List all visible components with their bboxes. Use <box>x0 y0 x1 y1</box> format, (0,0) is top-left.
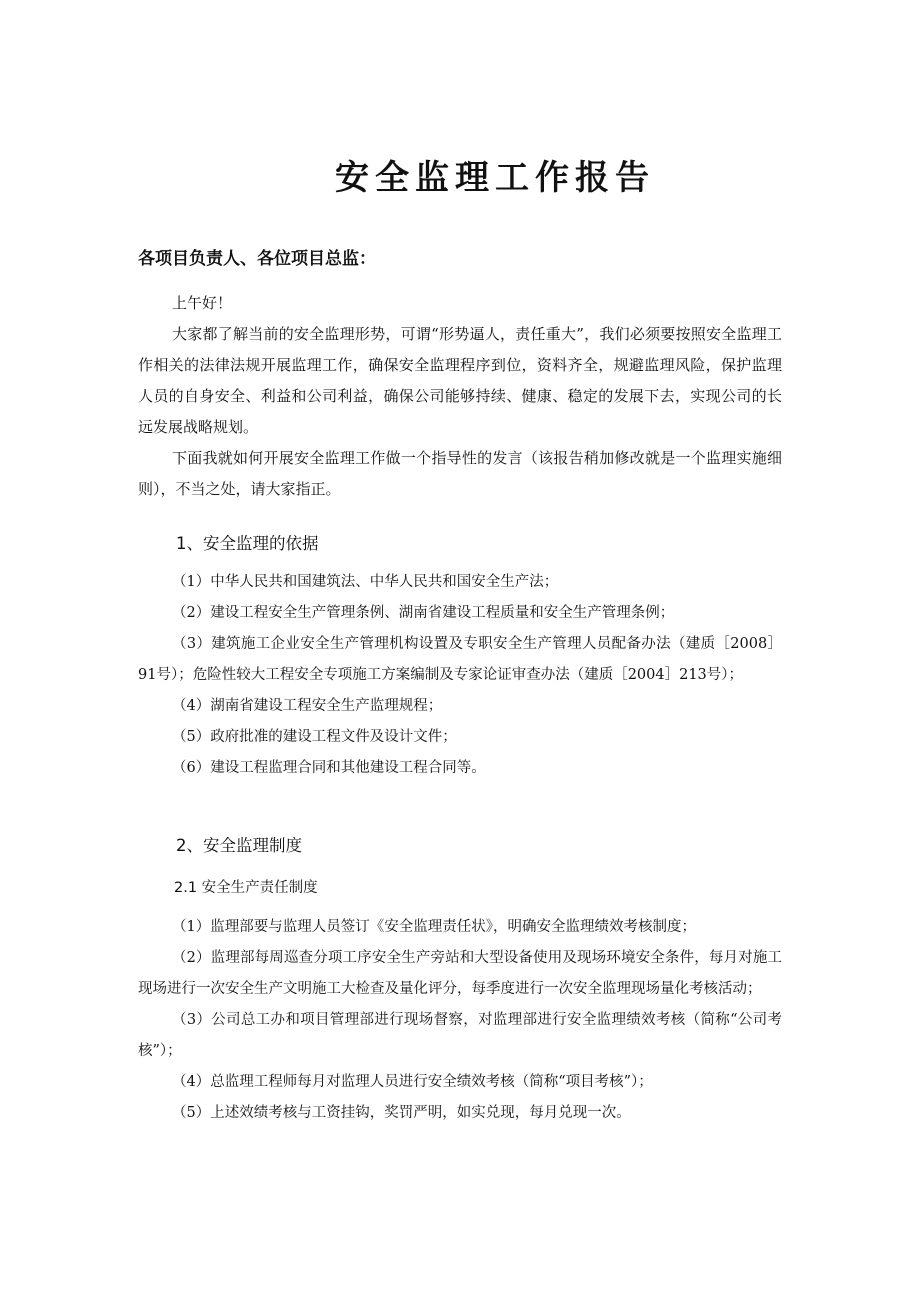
list-item: （2）建设工程安全生产管理条例、湖南省建设工程质量和安全生产管理条例； <box>172 605 675 621</box>
document-title: 安全监理工作报告 <box>335 158 655 198</box>
list-item: （5）上述效绩考核与工资挂钩，奖罚严明，如实兑现，每月兑现一次。 <box>172 1105 631 1121</box>
list-item: （4）总监理工程师每月对监理人员进行安全绩效考核（简称“项目考核”）； <box>172 1074 653 1090</box>
intro-paragraph: 下面我就如何开展安全监理工作做一个指导性的发言（该报告稍加修改就是一个监理实施细则），不当之处，请大家指正。 <box>138 449 782 498</box>
section2-heading: 2、安全监理制度 <box>176 836 302 855</box>
list-item: （3）建筑施工企业安全生产管理机构设置及专职安全生产管理人员配备办法（建质［2008］91号）；危险性较大工程安全专项施工方案编制及专家论证审查办法（建质［2004］213号）； <box>138 636 782 683</box>
list-item: （3）公司总工办和项目管理部进行现场督察，对监理部进行安全监理绩效考核（简称“公司考核”）； <box>138 1012 782 1059</box>
list-item: （1）中华人民共和国建筑法、中华人民共和国安全生产法； <box>172 574 559 590</box>
subsection-heading: 2.1 安全生产责任制度 <box>174 880 318 896</box>
salutation: 各项目负责人、各位项目总监： <box>138 249 376 269</box>
section1-list <box>138 567 782 784</box>
list-item: （1）监理部要与监理人员签订《安全监理责任状》，明确安全监理绩效考核制度； <box>172 919 696 935</box>
section1-heading: 1、安全监理的依据 <box>176 534 319 553</box>
greeting: 上午好！ <box>172 294 233 312</box>
section2-list <box>138 912 782 1129</box>
list-item: （5）政府批准的建设工程文件及设计文件； <box>172 729 457 745</box>
intro-paragraph: 大家都了解当前的安全监理形势，可谓“形势逼人，责任重大”，我们必须要按照安全监理工作相关的法律法规开展监理工作，确保安全监理程序到位，资料齐全，规避监理风险，保护监理人员的自身安全、利益和公司利益，确保公司能够持续、健康、稳定的发展下去，实现公司的长远发展战略规划。 <box>138 325 782 436</box>
list-item: （2）监理部每周巡查分项工序安全生产旁站和大型设备使用及现场环境安全条件，每月对施工现场进行一次安全生产文明施工大检查及量化评分，每季度进行一次安全监理现场量化考核活动； <box>138 950 782 997</box>
list-item: （4）湖南省建设工程安全生产监理规程； <box>172 698 443 714</box>
intro-block <box>138 288 782 505</box>
list-item: （6）建设工程监理合同和其他建设工程合同等。 <box>172 760 486 776</box>
